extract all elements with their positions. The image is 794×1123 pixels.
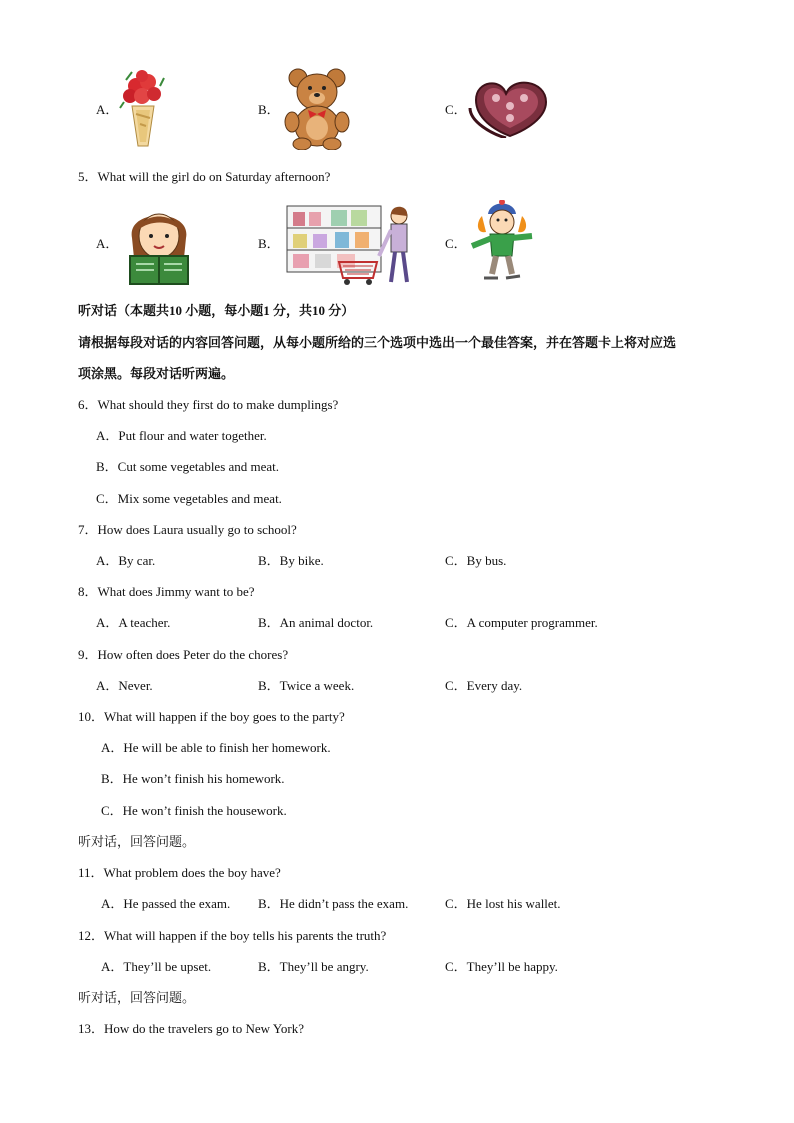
heart-chocolate-box-icon xyxy=(466,74,552,138)
q12-option-a: A．They’ll be upset. xyxy=(101,959,212,974)
q6-option-b: B．Cut some vegetables and meat. xyxy=(96,459,280,474)
q5-option-b-letter: B． xyxy=(258,236,280,251)
girl-reading-book-icon xyxy=(122,198,196,286)
q6-option-c: C．Mix some vegetables and meat. xyxy=(96,491,282,506)
listen-instruction-2: 听对话，回答问题。 xyxy=(78,990,196,1005)
q5-question: 5．What will the girl do on Saturday afternoon? xyxy=(78,169,331,184)
q7-question: 7．How does Laura usually go to school? xyxy=(78,522,297,537)
q10-option-b: B．He won’t finish his homework. xyxy=(101,771,285,786)
q7-option-b: B．By bike. xyxy=(258,553,324,568)
q5-option-c-letter: C． xyxy=(445,236,467,251)
section-heading: 听对话（本题共10 小题，每小题1 分，共10 分） xyxy=(78,303,355,318)
q9-option-c: C．Every day. xyxy=(445,678,523,693)
q4-option-a-letter: A． xyxy=(96,102,119,117)
q8-option-b: B．An animal doctor. xyxy=(258,615,374,630)
section-instruction-line2: 项涂黑。每段对话听两遍。 xyxy=(78,366,235,381)
q9-option-a: A．Never. xyxy=(96,678,153,693)
q13-question: 13．How do the travelers go to New York? xyxy=(78,1021,305,1036)
q11-option-b: B．He didn’t pass the exam. xyxy=(258,896,409,911)
q9-question: 9．How often does Peter do the chores? xyxy=(78,647,289,662)
q8-question: 8．What does Jimmy want to be? xyxy=(78,584,255,599)
section-instruction-line1: 请根据每段对话的内容回答问题，从每小题所给的三个选项中选出一个最佳答案，并在答题卡上将对应选 xyxy=(78,335,677,350)
q10-option-a: A．He will be able to finish her homework. xyxy=(101,740,331,755)
q7-option-c: C．By bus. xyxy=(445,553,507,568)
q6-question: 6．What should they first do to make dumplings? xyxy=(78,397,339,412)
listen-instruction-1: 听对话，回答问题。 xyxy=(78,834,196,849)
q8-option-a: A．A teacher. xyxy=(96,615,171,630)
q11-option-a: A．He passed the exam. xyxy=(101,896,231,911)
q6-option-a: A．Put flour and water together. xyxy=(96,428,267,443)
q4-option-c-letter: C． xyxy=(445,102,467,117)
q12-option-b: B．They’ll be angry. xyxy=(258,959,369,974)
shopping-supermarket-icon xyxy=(285,204,413,286)
ice-skating-icon xyxy=(466,200,538,286)
q12-question: 12．What will happen if the boy tells his parents the truth? xyxy=(78,928,387,943)
q7-option-a: A．By car. xyxy=(96,553,156,568)
q10-question: 10．What will happen if the boy goes to the party? xyxy=(78,709,345,724)
q11-option-c: C．He lost his wallet. xyxy=(445,896,561,911)
flower-bouquet-icon xyxy=(118,66,168,150)
q4-option-b-letter: B． xyxy=(258,102,280,117)
q8-option-c: C．A computer programmer. xyxy=(445,615,598,630)
q5-option-a-letter: A． xyxy=(96,236,119,251)
q11-question: 11．What problem does the boy have? xyxy=(78,865,281,880)
q10-option-c: C．He won’t finish the housework. xyxy=(101,803,287,818)
q9-option-b: B．Twice a week. xyxy=(258,678,355,693)
teddy-bear-icon xyxy=(284,66,350,150)
q12-option-c: C．They’ll be happy. xyxy=(445,959,558,974)
